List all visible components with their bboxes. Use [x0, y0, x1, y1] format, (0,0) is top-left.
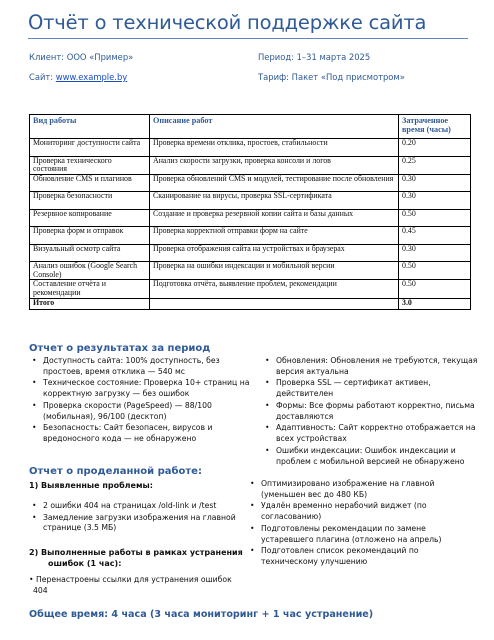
list-item: • Адаптивность: Сайт корректно отображается на всех устройствах: [262, 423, 488, 445]
description-cell: Создание и проверка резервной копии сайта и базы данных: [150, 209, 399, 227]
table-row: [30, 174, 471, 192]
done-item: • Перенастроены ссылки для устранения ошибок: [29, 575, 232, 584]
client-label: Клиент: ООО «Пример»: [29, 52, 134, 62]
hours-cell: 0.30: [399, 244, 471, 262]
site-label: Сайт:: [29, 72, 56, 82]
results-left-list: [29, 356, 251, 446]
table-row: [30, 262, 471, 280]
done-item-cont: 404: [33, 586, 48, 595]
tariff-label: Тариф: Пакет «Под присмотром»: [258, 72, 405, 82]
list-item: • Подготовлен список рекомендаций по техническому улучшению: [247, 546, 467, 568]
table-row: [30, 209, 471, 227]
hours-cell: 0.25: [399, 156, 471, 174]
total-time: Общее время: 4 часа (3 часа мониторинг + 1 час устранение): [29, 609, 374, 620]
work-table: [29, 114, 471, 310]
table-row: [30, 244, 471, 262]
work-type-cell: Резервное копирование: [30, 209, 150, 227]
table-row: [30, 192, 471, 210]
done-heading-cont: ошибок (1 час):: [48, 559, 122, 568]
list-item: • Проверка SSL — сертификат активен, действителен: [262, 378, 488, 400]
table-row: [30, 139, 471, 157]
work-type-cell: Анализ ошибок (Google Search Console): [30, 262, 150, 280]
work-type-cell: Обновление CMS и плагинов: [30, 174, 150, 192]
list-item: • Оптимизировано изображение на главной (уменьшен вес до 480 КБ): [247, 479, 467, 501]
list-item: • Формы: Все формы работают корректно, письма доставляются: [262, 401, 488, 423]
results-right-list: [262, 356, 488, 468]
hours-cell: 0.20: [399, 139, 471, 157]
table-total-row: [30, 298, 471, 309]
table-header-row: [30, 115, 471, 139]
list-item: • Безопасность: Сайт безопасен, вирусов и вредоносного кода — не обнаружено: [29, 423, 251, 445]
work-type-cell: Мониторинг доступности сайта: [30, 139, 150, 157]
table-row: [30, 280, 471, 298]
description-cell: Проверка времени отклика, простоев, стабильности: [150, 139, 399, 157]
header-work-type: Вид работы: [30, 115, 150, 139]
list-item: • Доступность сайта: 100% доступность, без простоев, время отклика — 540 мс: [29, 356, 251, 378]
title-divider: [28, 38, 468, 39]
list-item: • Проверка скорости (PageSpeed) — 88/100 (мобильная), 96/100 (десктоп): [29, 401, 251, 423]
work-type-cell: Проверка технического состояния: [30, 156, 150, 174]
description-cell: Анализ скорости загрузки, проверка консоли и логов: [150, 156, 399, 174]
work-heading: Отчет о проделанной работе:: [29, 466, 202, 477]
description-cell: Проверка обновлений CMS и модулей, тестирование после обновления: [150, 174, 399, 192]
work-type-cell: Проверка форм и отправок: [30, 227, 150, 245]
problems-list: [29, 501, 251, 535]
total-empty-cell: [150, 298, 399, 309]
table-row: [30, 156, 471, 174]
list-item: • Обновления: Обновления не требуются, текущая версия актуальна: [262, 356, 488, 378]
total-label: Итого: [30, 298, 150, 309]
work-right-list: [247, 479, 467, 569]
header-description: Описание работ: [150, 115, 399, 139]
list-item: • Удалён временно нерабочий виджет (по согласованию): [247, 501, 467, 523]
table-row: [30, 227, 471, 245]
total-value: 3.0: [399, 298, 471, 309]
hours-cell: 0.30: [399, 192, 471, 210]
site-line: [29, 72, 127, 82]
report-title: Отчёт о технической поддержке сайта: [28, 11, 427, 34]
site-link[interactable]: www.example.by: [55, 72, 128, 82]
results-heading: Отчет о результатах за период: [29, 343, 211, 354]
description-cell: Проверка на ошибки индексации и мобильной версии: [150, 262, 399, 280]
list-item: • 2 ошибки 404 на страницах /old-link и /test: [29, 501, 251, 512]
hours-cell: 0.50: [399, 262, 471, 280]
period-label: Период: 1–31 марта 2025: [258, 52, 371, 62]
work-type-cell: Визуальный осмотр сайта: [30, 244, 150, 262]
description-cell: Подготовка отчёта, выявление проблем, рекомендации: [150, 280, 399, 298]
hours-cell: 0.50: [399, 209, 471, 227]
list-item: • Техническое состояние: Проверка 10+ страниц на корректную загрузку — без ошибок: [29, 378, 251, 400]
description-cell: Проверка корректной отправки форм на сайте: [150, 227, 399, 245]
hours-cell: 0.30: [399, 174, 471, 192]
description-cell: Проверка отображения сайта на устройствах и браузерах: [150, 244, 399, 262]
list-item: • Замедление загрузки изображения на главной странице (3.5 МБ): [29, 513, 251, 535]
description-cell: Сканирование на вирусы, проверка SSL-сертификата: [150, 192, 399, 210]
hours-cell: 0.45: [399, 227, 471, 245]
hours-cell: 0.50: [399, 280, 471, 298]
work-type-cell: Проверка безопасности: [30, 192, 150, 210]
header-time: Затраченное время (часы): [399, 115, 471, 139]
problems-heading: 1) Выявленные проблемы:: [29, 481, 153, 490]
list-item: • Ошибки индексации: Ошибок индексации и проблем с мобильной версией не обнаружено: [262, 446, 488, 468]
list-item: • Подготовлены рекомендации по замене устаревшего плагина (отложено на апрель): [247, 524, 467, 546]
done-heading: 2) Выполненные работы в рамках устранения: [29, 548, 243, 557]
work-type-cell: Составление отчёта и рекомендации: [30, 280, 150, 298]
